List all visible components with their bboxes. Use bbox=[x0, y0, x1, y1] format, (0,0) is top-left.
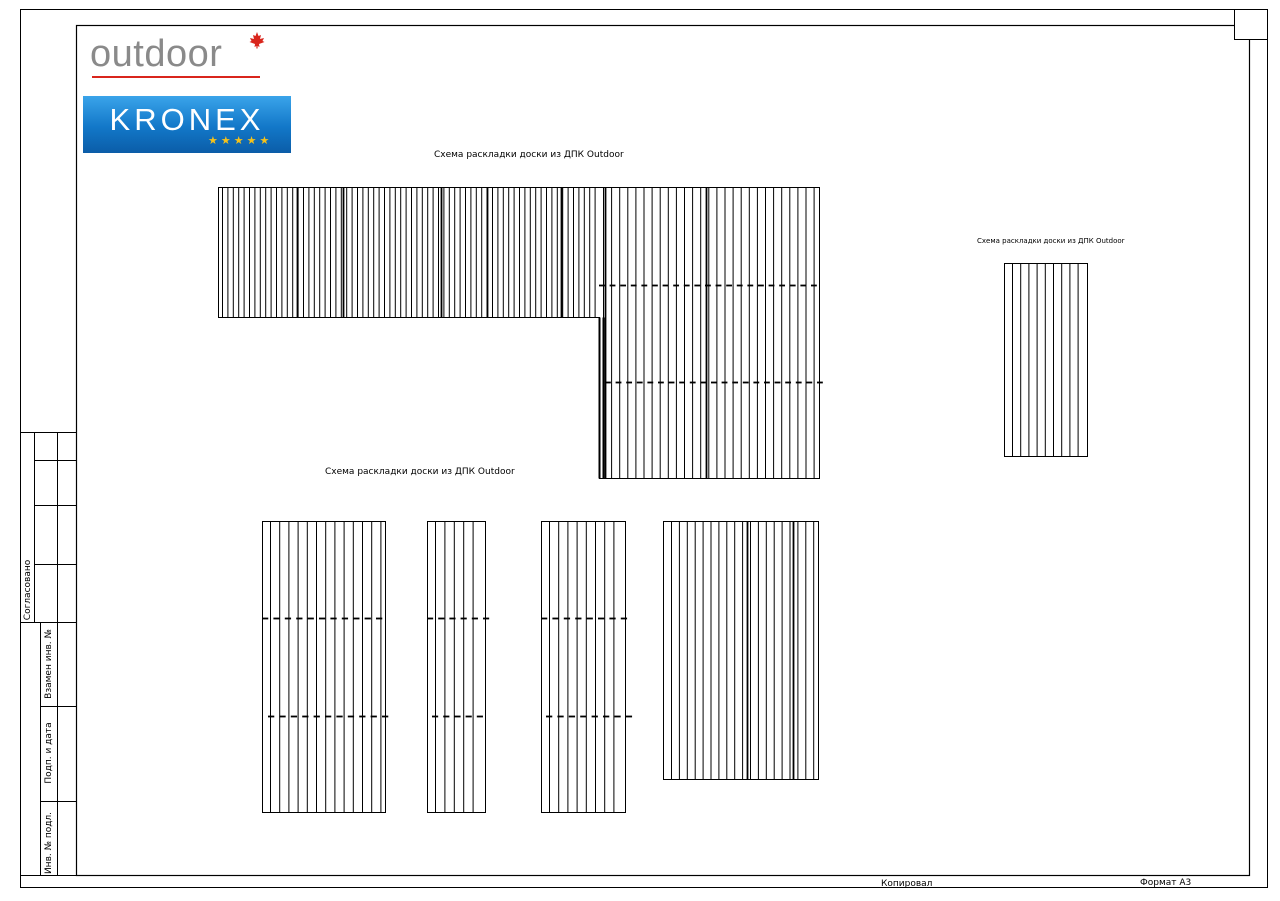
stamp-kopiroval: Копировал bbox=[881, 879, 933, 889]
corner-box bbox=[1235, 10, 1268, 40]
bottom-layout-4-outline bbox=[664, 522, 819, 780]
scheme-title-bottom: Схема раскладки доски из ДПК Outdoor bbox=[325, 467, 515, 477]
bottom-layout-2-outline bbox=[428, 522, 486, 813]
stamp-soglasovano: Согласовано bbox=[23, 559, 33, 621]
stamp-format: Формат А3 bbox=[1140, 878, 1192, 888]
kronex-logo bbox=[83, 96, 291, 153]
outdoor-logo-text: outdoor bbox=[90, 33, 223, 75]
bottom-layout-1-outline bbox=[263, 522, 386, 813]
board-layouts bbox=[219, 188, 1088, 813]
outdoor-logo-underline bbox=[92, 76, 260, 78]
bottom-layout-3-outline bbox=[542, 522, 626, 813]
scheme-title-right: Схема раскладки доски из ДПК Outdoor bbox=[977, 237, 1125, 245]
maple-leaf-icon bbox=[248, 31, 266, 49]
scheme-title-top: Схема раскладки доски из ДПК Outdoor bbox=[434, 150, 624, 160]
right-layout-outline bbox=[1005, 264, 1088, 457]
stamp-podp-data: Подп. и дата bbox=[44, 722, 54, 784]
stamp-inv-podl: Инв. № подл. bbox=[44, 811, 54, 875]
stamp-vzamen: Взамен инв. № bbox=[44, 629, 54, 699]
kronex-logo-text: KRONEX bbox=[109, 102, 265, 137]
kronex-stars-icon: ★★★★★ bbox=[208, 134, 273, 147]
